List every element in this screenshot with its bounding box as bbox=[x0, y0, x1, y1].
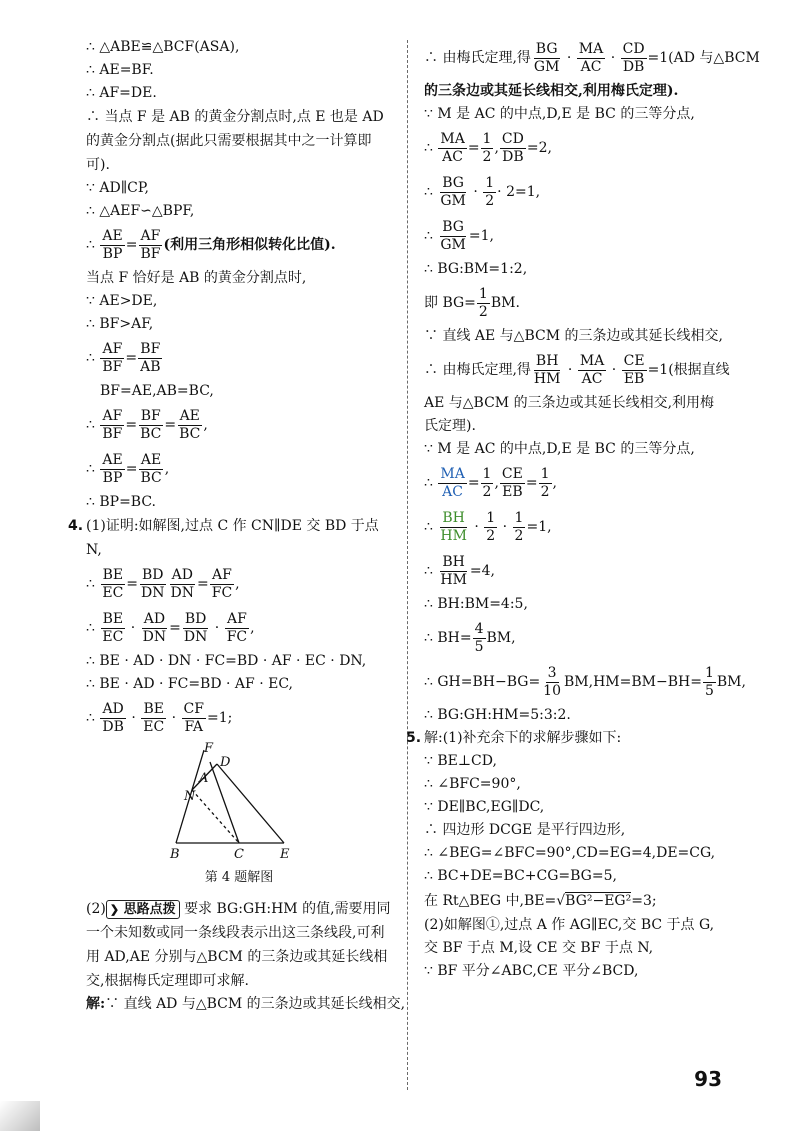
label-F: F bbox=[204, 741, 214, 756]
question-number: 5. bbox=[406, 730, 422, 746]
line-DE bbox=[217, 764, 284, 843]
label-C: C bbox=[234, 847, 244, 862]
math-line: ∴ $\frac{AE}{BP}$ = $\frac{AF}{BF}$ (利用三角形相似转化比值). bbox=[86, 227, 336, 262]
fraction: $\frac{AF}{BF}$ bbox=[140, 227, 161, 262]
text-line: (2)如解图①,过点 A 作 AG∥EC,交 BC 于点 G,交 BF 于点 M,设 CE 交 BF 于点 N, bbox=[424, 917, 715, 956]
solution-line: 解:∵ 直线 AD 与△BCM 的三条边或其延长线相交, bbox=[86, 996, 406, 1012]
math-line: ∴ BH= $\frac{4}{5}$ BM, bbox=[424, 620, 516, 655]
math-line: ∴ 由梅氏定理,得 $\frac{BG}{GM}$ · $\frac{MA}{AC}$ · $\frac{CD}{DB}$ =1(AD 与△BCM bbox=[424, 40, 760, 75]
math-line: ∴ $\frac{AD}{DB}$ · $\frac{BE}{EC}$ · $\frac{CF}{FA}$ =1; bbox=[86, 700, 233, 735]
line-CN bbox=[192, 790, 239, 843]
text-line: ∴ 当点 F 是 AB 的黄金分割点时,点 E 也是 AD 的黄金分割点(据此只需要根据其中之一计算即可). bbox=[86, 109, 384, 173]
text-line: ∴ BG:GH:HM=5:3:2. bbox=[424, 707, 571, 723]
text-line: ∴ BE · AD · DN · FC=BD · AF · EC · DN, bbox=[86, 653, 367, 669]
chevron-right-icon: ❯ bbox=[109, 903, 120, 916]
text-line: ∵ BE⊥CD, bbox=[424, 753, 497, 769]
fraction: $\frac{AE}{BP}$ bbox=[102, 227, 123, 262]
label-A: A bbox=[199, 771, 209, 786]
text-line: ∵ BF 平分∠ABC,CE 平分∠BCD, bbox=[424, 963, 639, 979]
figure-caption: 第 4 题解图 bbox=[204, 870, 274, 885]
text-line: ∴ BP=BC. bbox=[86, 494, 157, 510]
text-line: ∵ M 是 AC 的中点,D,E 是 BC 的三等分点, bbox=[424, 441, 695, 457]
geometry-figure bbox=[86, 740, 392, 870]
math-line: ∴ $\frac{BH}{HM}$ · $\frac{1}{2}$ · $\frac{1}{2}$ =1, bbox=[424, 509, 552, 544]
math-line: ∴ $\frac{BG}{GM}$ · $\frac{1}{2}$ · 2=1, bbox=[424, 174, 541, 209]
right-column bbox=[406, 36, 760, 983]
text-line: AE 与△BCM 的三条边或其延长线相交,利用梅氏定理). bbox=[424, 395, 715, 434]
math-line: ∴ $\frac{BE}{EC}$ = $\frac{BD}{DN}$ $\frac{AD}{DN}$ = $\frac{AF}{FC}$ , bbox=[86, 566, 240, 601]
text-line: ∴ BC+DE=BC+CG=BG=5, bbox=[424, 868, 617, 884]
label-D: D bbox=[220, 755, 231, 770]
math-line: 即 BG= $\frac{1}{2}$ BM. bbox=[424, 285, 520, 320]
text-line: ∴ 四边形 DCGE 是平行四边形, bbox=[424, 822, 626, 838]
text-line: ∵ M 是 AC 的中点,D,E 是 BC 的三等分点, bbox=[424, 106, 695, 122]
math-line: ∴ $\frac{BG}{GM}$ =1, bbox=[424, 218, 494, 253]
hint-tag: ❯ 思路点拨 bbox=[106, 900, 180, 919]
math-line: ∴ $\frac{MA}{AC}$ = $\frac{1}{2}$ , $\frac{CD}{DB}$ =2, bbox=[424, 130, 552, 165]
math-line: 在 Rt△BEG 中,BE=√BG²−EG²=3; bbox=[424, 893, 657, 909]
page-number: 93 bbox=[694, 1067, 722, 1091]
left-column bbox=[68, 36, 406, 1016]
math-line: ∴ 由梅氏定理,得 $\frac{BH}{HM}$ · $\frac{MA}{AC}$ · $\frac{CE}{EB}$ =1(根据直线 bbox=[424, 352, 730, 387]
math-line: ∴ $\frac{AE}{BP}$ = $\frac{AE}{BC}$ , bbox=[86, 451, 170, 486]
math-line: ∴ $\frac{AF}{BF}$ = $\frac{BF}{AB}$ bbox=[86, 340, 161, 375]
question-4-part-1: 4. (1)证明:如解图,过点 C 作 CN∥DE 交 BD 于点 N, bbox=[86, 514, 392, 562]
math-line: ∴ $\frac{BE}{EC}$ · $\frac{AD}{DN}$ = $\frac{BD}{DN}$ · $\frac{AF}{FC}$ , bbox=[86, 610, 255, 645]
label-N: N bbox=[184, 789, 196, 804]
page-corner-shadow bbox=[0, 1101, 40, 1131]
question-number: 4. bbox=[68, 518, 84, 534]
text-line: ∴ △AEF∽△BPF, bbox=[86, 203, 195, 219]
text-line: BF=AE,AB=BC, bbox=[100, 383, 214, 399]
text-line: ∵ DE∥BC,EG∥DC, bbox=[424, 799, 545, 815]
text-line: ∴ BE · AD · FC=BD · AF · EC, bbox=[86, 676, 293, 692]
label-E: E bbox=[280, 847, 290, 862]
text-line: ∵ 直线 AE 与△BCM 的三条边或其延长线相交, bbox=[424, 328, 723, 344]
text-line: ∴ ∠BFC=90°, bbox=[424, 776, 521, 792]
text-line: ∴ BH:BM=4:5, bbox=[424, 596, 528, 612]
math-line: ∴ $\frac{AF}{BF}$ = $\frac{BF}{BC}$ = $\frac{AE}{BC}$ , bbox=[86, 407, 208, 442]
text-line: ∴ BF>AF, bbox=[86, 316, 154, 332]
text-line: 的三条边或其延长线相交,利用梅氏定理). bbox=[424, 83, 679, 99]
text-line: ∵ AD∥CP, bbox=[86, 180, 149, 196]
question-4-part-2: (2) ❯ 思路点拨 要求 BG:GH:HM 的值,需要用同一个未知数或同一条线段表示出这三条线段,可利用 AD,AE 分别与△BCM 的三条边或其延长线相交,根据梅氏定理即可求解. bbox=[86, 901, 391, 989]
column-divider bbox=[407, 40, 408, 1090]
text-line: ∴ △ABE≌△BCF(ASA), bbox=[86, 39, 240, 55]
triangle-diagram bbox=[86, 740, 392, 870]
text-line: ∴ AF=DE. bbox=[86, 85, 157, 101]
text-line: ∵ AE>DE, bbox=[86, 293, 158, 309]
math-line: ∴ $\frac{MA}{AC}$ = $\frac{1}{2}$ , $\frac{CE}{EB}$ = $\frac{1}{2}$ , bbox=[424, 465, 557, 500]
math-line: ∴ $\frac{BH}{HM}$ =4, bbox=[424, 553, 495, 588]
line-AC bbox=[210, 762, 239, 843]
label-B: B bbox=[170, 847, 180, 862]
question-5: 5. 解:(1)补充余下的求解步骤如下: bbox=[424, 727, 724, 750]
math-line: ∴ GH=BH−BG= $\frac{3}{10}$ BM,HM=BM−BH= $\frac{1}{5}$ BM, bbox=[424, 664, 746, 699]
text-line: ∴ ∠BEG=∠BFC=90°,CD=EG=4,DE=CG, bbox=[424, 845, 716, 861]
text-line: ∴ BG:BM=1:2, bbox=[424, 261, 528, 277]
text-line: ∴ AE=BF. bbox=[86, 62, 154, 78]
text-line: 当点 F 恰好是 AB 的黄金分割点时, bbox=[86, 270, 307, 286]
